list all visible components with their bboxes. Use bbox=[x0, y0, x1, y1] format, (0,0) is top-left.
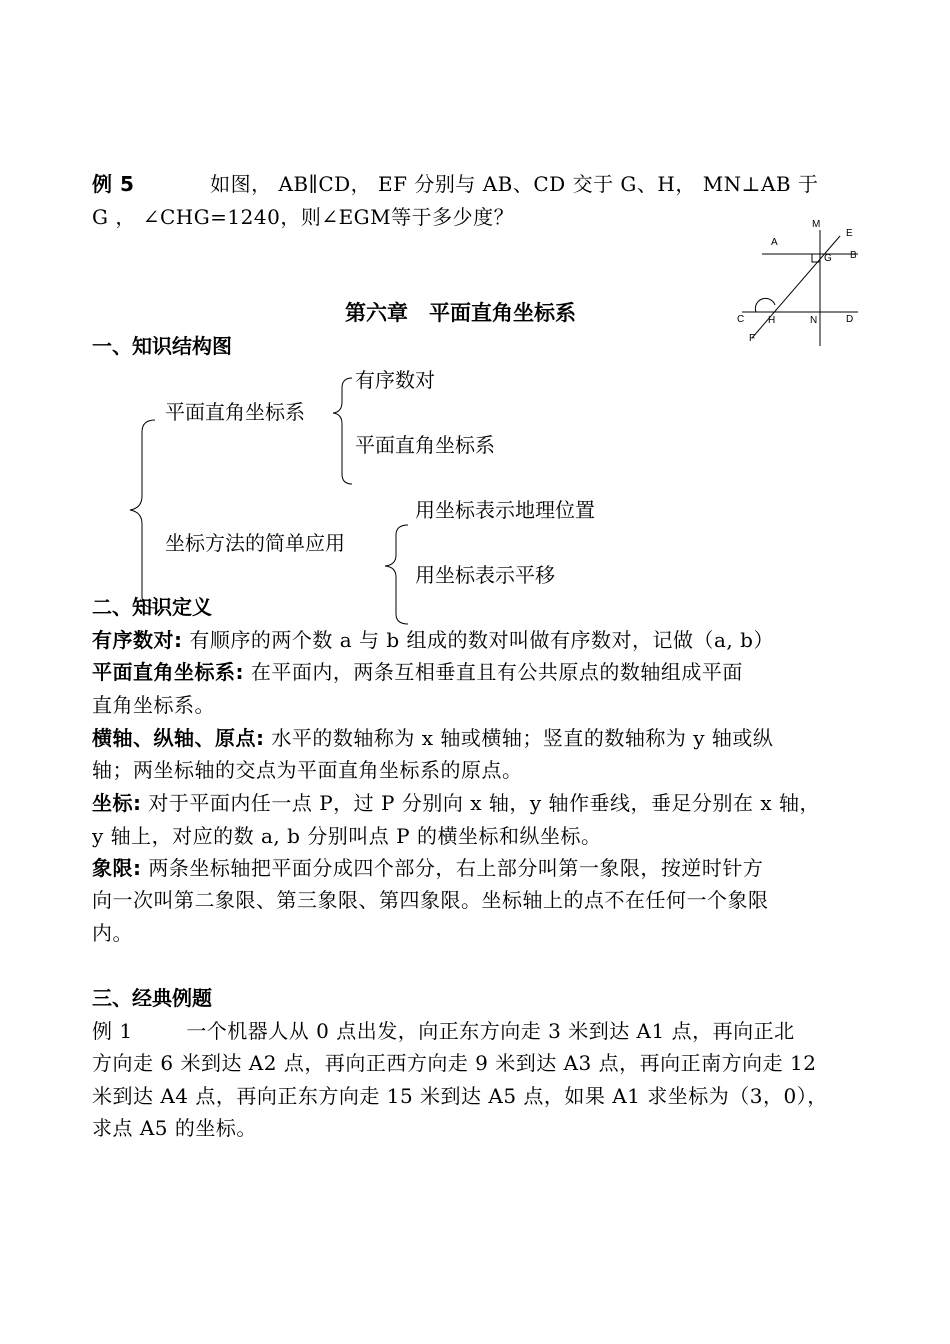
section1-heading: 一、知识结构图 bbox=[92, 334, 232, 358]
example5-text-1: 如图， AB∥CD， EF 分别与 AB、CD 交于 G、H， MN⊥AB 于 bbox=[210, 172, 819, 196]
example1-label: 例 1 bbox=[92, 1019, 133, 1043]
label-c: C bbox=[737, 314, 745, 325]
example1-text-4: 求点 A5 的坐标。 bbox=[92, 1116, 257, 1140]
def5-text-2: 向一次叫第二象限、第三象限、第四象限。坐标轴上的点不在任何一个象限 bbox=[92, 888, 769, 912]
leaf-geographic-position: 用坐标表示地理位置 bbox=[415, 498, 595, 522]
example1-text-1: 一个机器人从 0 点出发，向正东方向走 3 米到达 A1 点，再向正北 bbox=[186, 1019, 795, 1043]
label-f: F bbox=[749, 333, 756, 344]
main-brace bbox=[130, 420, 155, 608]
label-h: H bbox=[768, 315, 776, 326]
label-n: N bbox=[810, 315, 818, 326]
def3-text-2: 轴；两坐标轴的交点为平面直角坐标系的原点。 bbox=[92, 758, 523, 782]
brace-1 bbox=[333, 378, 352, 484]
def2-text-1: 在平面内，两条互相垂直且有公共原点的数轴组成平面 bbox=[244, 660, 743, 684]
section2-heading: 二、知识定义 bbox=[92, 595, 212, 619]
label-d: D bbox=[846, 314, 854, 325]
definition-quadrant bbox=[92, 852, 763, 884]
definition-coordinate-system bbox=[92, 656, 743, 688]
def5-text-1: 两条坐标轴把平面分成四个部分，右上部分叫第一象限，按逆时针方 bbox=[141, 856, 764, 880]
example5-label: 例 5 bbox=[92, 172, 135, 196]
term-coordinates: 坐标: bbox=[92, 791, 142, 815]
def3-text-1: 水平的数轴称为 x 轴或横轴；竖直的数轴称为 y 轴或纵 bbox=[264, 726, 774, 750]
label-m: M bbox=[812, 219, 821, 230]
chapter-title: 第六章 平面直角坐标系 bbox=[345, 301, 576, 325]
leaf-ordered-pair: 有序数对 bbox=[355, 368, 435, 392]
term-coordinate-system: 平面直角坐标系: bbox=[92, 660, 244, 684]
example1-line1 bbox=[92, 1015, 795, 1047]
example5-text-2: G ， ∠CHG=1240，则∠EGM等于多少度？ bbox=[92, 205, 515, 229]
term-quadrant: 象限: bbox=[92, 856, 142, 880]
definition-axes-origin bbox=[92, 722, 773, 754]
def5-text-3: 内。 bbox=[92, 921, 133, 945]
label-e: E bbox=[846, 228, 853, 239]
root-coordinate-application: 坐标方法的简单应用 bbox=[165, 531, 345, 555]
leaf-translation: 用坐标表示平移 bbox=[415, 563, 555, 587]
def4-text-1: 对于平面内任一点 P，过 P 分别向 x 轴，y 轴作垂线，垂足分别在 x 轴， bbox=[141, 791, 820, 815]
def1-text: 有顺序的两个数 a 与 b 组成的数对叫做有序数对，记做（a, b） bbox=[182, 628, 774, 652]
term-axes-origin: 横轴、纵轴、原点: bbox=[92, 726, 265, 750]
definition-ordered-pair bbox=[92, 624, 774, 656]
label-a: A bbox=[771, 237, 778, 248]
root-coordinate-system: 平面直角坐标系 bbox=[165, 400, 305, 424]
example1-text-3: 米到达 A4 点，再向正东方向走 15 米到达 A5 点，如果 A1 求坐标为（3，0）， bbox=[92, 1084, 828, 1108]
example1-text-2: 方向走 6 米到达 A2 点，再向正西方向走 9 米到达 A3 点，再向正南方向走 12 bbox=[92, 1051, 817, 1075]
label-g: G bbox=[824, 253, 832, 264]
section3-heading: 三、经典例题 bbox=[92, 986, 212, 1010]
def4-text-2: y 轴上，对应的数 a, b 分别叫点 P 的横坐标和纵坐标。 bbox=[92, 824, 602, 848]
term-ordered-pair: 有序数对: bbox=[92, 628, 183, 652]
def2-text-2: 直角坐标系。 bbox=[92, 693, 215, 717]
brace-2 bbox=[385, 525, 408, 624]
label-b: B bbox=[850, 250, 857, 261]
leaf-coordinate-system: 平面直角坐标系 bbox=[355, 433, 495, 457]
definition-coordinates bbox=[92, 787, 820, 819]
